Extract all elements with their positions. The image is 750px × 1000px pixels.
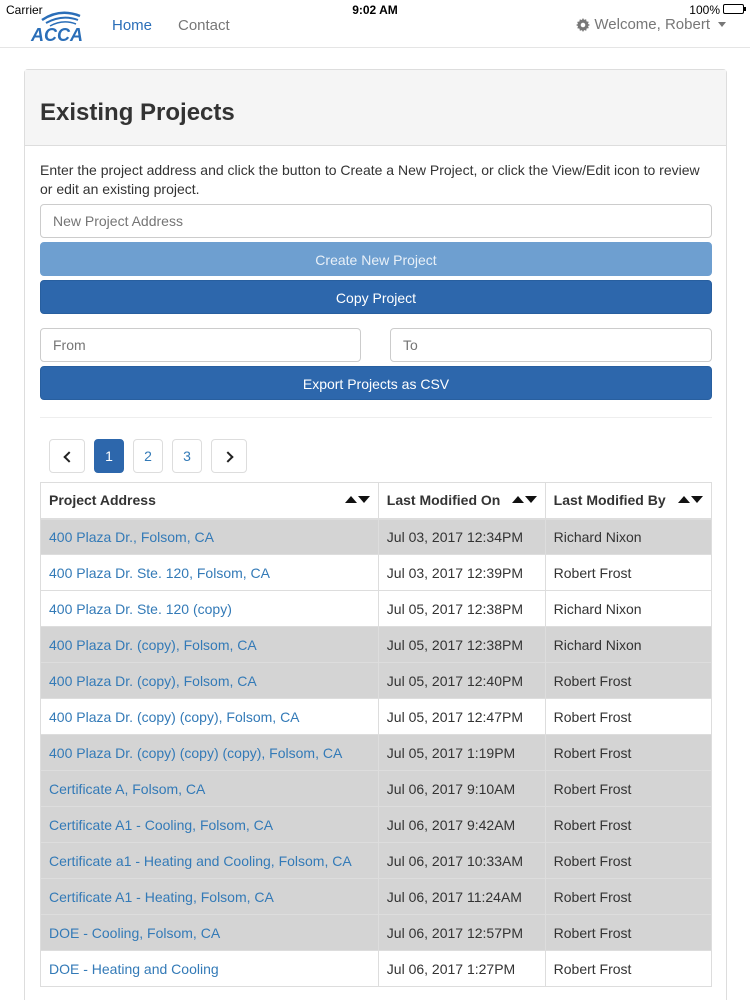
table-row[interactable] [41, 771, 712, 807]
pagination-page-3[interactable]: 3 [172, 439, 202, 473]
pagination-prev-button[interactable] [49, 439, 85, 473]
column-header-label: Last Modified By [553, 492, 666, 509]
gear-icon [576, 18, 590, 32]
project-address-link[interactable]: 400 Plaza Dr., Folsom, CA [41, 519, 379, 555]
modified-by-cell: Robert Frost [545, 843, 711, 879]
table-row[interactable] [41, 735, 712, 771]
navbar [0, 0, 750, 48]
table-row[interactable] [41, 951, 712, 987]
from-date-input[interactable] [40, 328, 361, 362]
column-header-modified-by[interactable] [545, 483, 711, 519]
column-header-label: Last Modified On [386, 492, 501, 509]
project-address-link[interactable]: Certificate A1 - Cooling, Folsom, CA [41, 807, 379, 843]
user-menu[interactable] [576, 16, 726, 33]
acca-logo[interactable] [30, 4, 96, 44]
modified-on-cell: Jul 03, 2017 12:39PM [378, 555, 545, 591]
carrier-label: Carrier [6, 3, 43, 17]
pagination-page-2[interactable]: 2 [133, 439, 163, 473]
table-row[interactable] [41, 627, 712, 663]
table-row[interactable] [41, 591, 712, 627]
table-header-row [41, 483, 712, 519]
column-header-modified-on[interactable] [378, 483, 545, 519]
table-row[interactable] [41, 915, 712, 951]
chevron-down-icon [718, 22, 726, 27]
modified-on-cell: Jul 05, 2017 1:19PM [378, 735, 545, 771]
modified-on-cell: Jul 05, 2017 12:38PM [378, 627, 545, 663]
export-csv-button[interactable]: Export Projects as CSV [40, 366, 712, 400]
modified-by-cell: Robert Frost [545, 555, 711, 591]
project-address-link[interactable]: 400 Plaza Dr. (copy), Folsom, CA [41, 663, 379, 699]
modified-on-cell: Jul 05, 2017 12:47PM [378, 699, 545, 735]
modified-on-cell: Jul 05, 2017 12:38PM [378, 591, 545, 627]
modified-by-cell: Richard Nixon [545, 591, 711, 627]
modified-on-cell: Jul 05, 2017 12:40PM [378, 663, 545, 699]
modified-by-cell: Robert Frost [545, 915, 711, 951]
project-address-link[interactable]: 400 Plaza Dr. (copy) (copy) (copy), Folsom, CA [41, 735, 379, 771]
modified-on-cell: Jul 06, 2017 10:33AM [378, 843, 545, 879]
modified-by-cell: Robert Frost [545, 951, 711, 987]
clock: 9:02 AM [352, 3, 398, 17]
create-project-button[interactable]: Create New Project [40, 242, 712, 276]
page-title: Existing Projects [40, 99, 235, 126]
modified-on-cell: Jul 06, 2017 1:27PM [378, 951, 545, 987]
to-date-input[interactable] [390, 328, 712, 362]
project-address-input[interactable] [40, 204, 712, 238]
modified-by-cell: Robert Frost [545, 735, 711, 771]
pagination-page-1[interactable]: 1 [94, 439, 124, 473]
modified-by-cell: Robert Frost [545, 699, 711, 735]
modified-on-cell: Jul 06, 2017 9:10AM [378, 771, 545, 807]
project-address-link[interactable]: DOE - Cooling, Folsom, CA [41, 915, 379, 951]
chevron-right-icon [222, 451, 233, 462]
table-row[interactable] [41, 663, 712, 699]
panel-heading [25, 70, 726, 146]
project-address-link[interactable]: 400 Plaza Dr. Ste. 120 (copy) [41, 591, 379, 627]
project-address-link[interactable]: 400 Plaza Dr. (copy), Folsom, CA [41, 627, 379, 663]
table-row[interactable] [41, 879, 712, 915]
table-row[interactable] [41, 555, 712, 591]
modified-on-cell: Jul 03, 2017 12:34PM [378, 519, 545, 555]
table-row[interactable] [41, 519, 712, 555]
project-address-link[interactable]: 400 Plaza Dr. Ste. 120, Folsom, CA [41, 555, 379, 591]
project-address-link[interactable]: Certificate A, Folsom, CA [41, 771, 379, 807]
projects-table [40, 482, 712, 987]
sort-icon[interactable] [678, 496, 703, 503]
modified-by-cell: Robert Frost [545, 807, 711, 843]
column-header-address[interactable] [41, 483, 379, 519]
project-address-link[interactable]: Certificate A1 - Heating, Folsom, CA [41, 879, 379, 915]
nav-home-link[interactable]: Home [112, 17, 153, 34]
copy-project-button[interactable]: Copy Project [40, 280, 712, 314]
project-address-link[interactable]: DOE - Heating and Cooling [41, 951, 379, 987]
battery-percent: 100% [689, 3, 720, 17]
modified-by-cell: Robert Frost [545, 663, 711, 699]
project-address-link[interactable]: Certificate a1 - Heating and Cooling, Folsom, CA [41, 843, 379, 879]
table-row[interactable] [41, 699, 712, 735]
chevron-left-icon [63, 451, 74, 462]
modified-by-cell: Richard Nixon [545, 519, 711, 555]
modified-on-cell: Jul 06, 2017 12:57PM [378, 915, 545, 951]
sort-icon[interactable] [512, 496, 537, 503]
modified-on-cell: Jul 06, 2017 9:42AM [378, 807, 545, 843]
modified-by-cell: Robert Frost [545, 879, 711, 915]
modified-on-cell: Jul 06, 2017 11:24AM [378, 879, 545, 915]
table-row[interactable] [41, 807, 712, 843]
logo-text: ACCA [31, 25, 83, 44]
column-header-label: Project Address [49, 492, 156, 509]
table-body [41, 519, 712, 987]
project-address-link[interactable]: 400 Plaza Dr. (copy) (copy), Folsom, CA [41, 699, 379, 735]
modified-by-cell: Richard Nixon [545, 627, 711, 663]
welcome-label: Welcome, Robert [594, 16, 710, 33]
modified-by-cell: Robert Frost [545, 771, 711, 807]
sort-icon[interactable] [345, 496, 370, 503]
nav-contact-link[interactable]: Contact [178, 17, 230, 34]
divider [40, 417, 712, 418]
existing-projects-panel [24, 69, 727, 1000]
instructions-text: Enter the project address and click the button to Create a New Project, or click the View/Edit icon to review or edit an existing project. [40, 162, 700, 197]
pagination-next-button[interactable] [211, 439, 247, 473]
table-row[interactable] [41, 843, 712, 879]
